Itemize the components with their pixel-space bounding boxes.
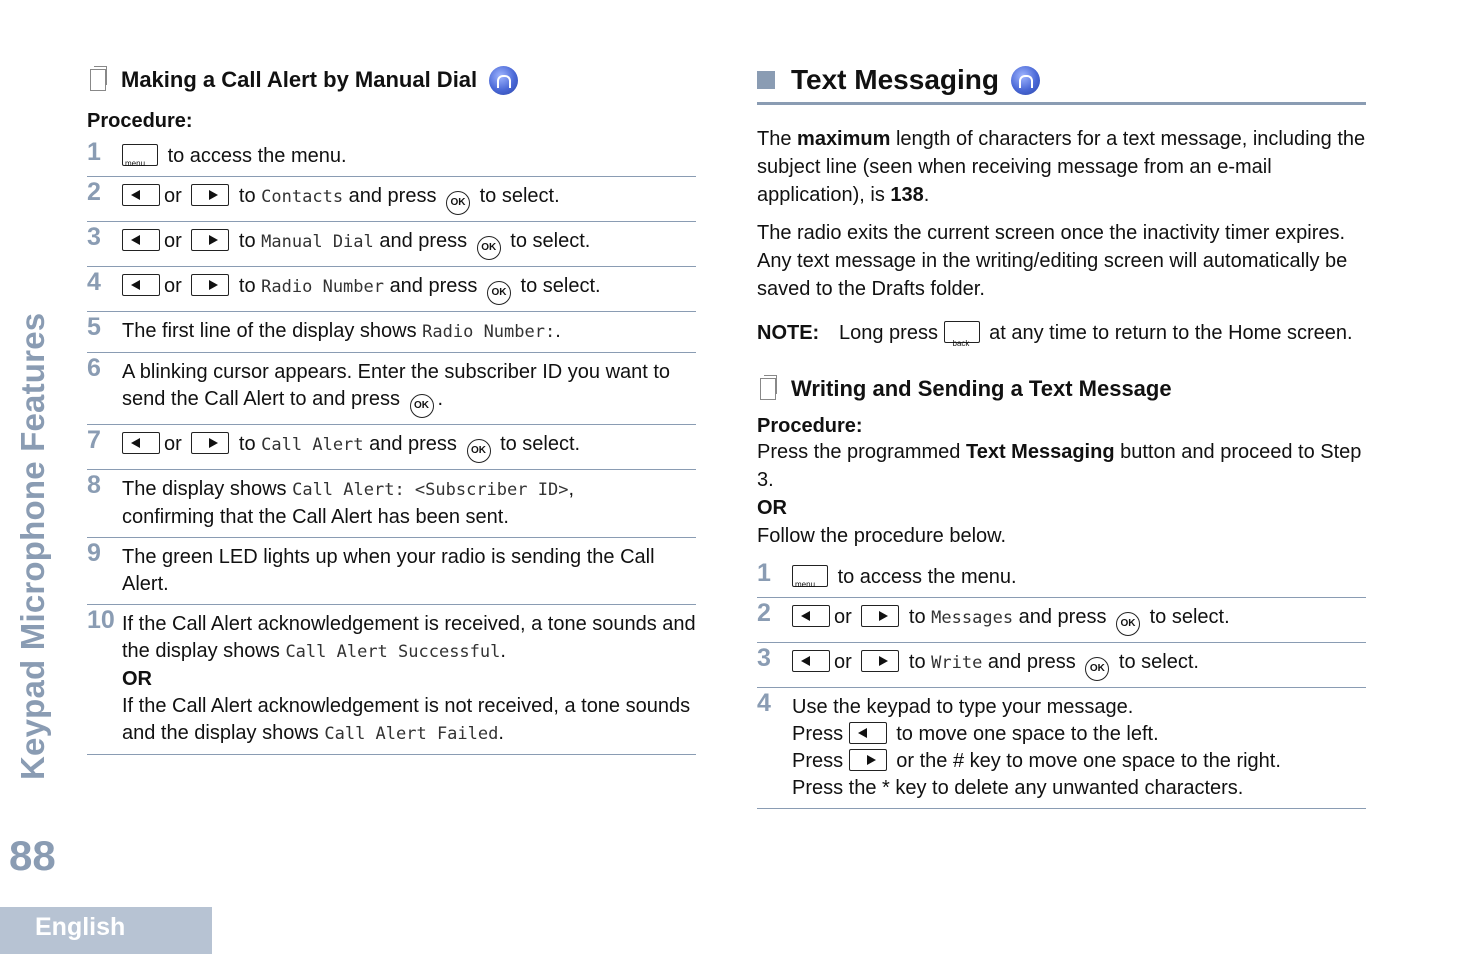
step-2 (87, 177, 696, 222)
or-text: or (834, 606, 852, 628)
step-number: 2 (87, 178, 101, 206)
or-text: or (834, 651, 852, 673)
step-body (122, 425, 696, 469)
para-text: . (923, 184, 930, 206)
menu-key-icon (792, 565, 828, 587)
page-number: 88 (9, 832, 56, 879)
step-1 (757, 558, 1366, 598)
procedure-label: Procedure: (757, 415, 863, 437)
or-label: OR (122, 668, 152, 690)
left-arrow-key-icon (792, 650, 830, 672)
ok-key-icon: OK (467, 439, 491, 463)
follow-text: Follow the procedure below. (757, 525, 1007, 547)
press-text: and press (987, 651, 1076, 673)
max-length-value: 138 (890, 184, 924, 206)
step-number: 8 (87, 471, 101, 499)
or-label: OR (757, 497, 787, 519)
left-arrow-key-icon (122, 184, 160, 206)
left-arrow-key-icon (792, 605, 830, 627)
step-end-text: to select. (510, 230, 591, 252)
language-label: English (35, 913, 126, 941)
step-body (792, 598, 1366, 642)
step-number: 4 (757, 689, 771, 717)
right-arrow-key-icon (191, 229, 229, 251)
step-number: 5 (87, 313, 101, 341)
or-text: or (164, 185, 182, 207)
to-text: to (238, 185, 256, 207)
or-text: or (164, 230, 182, 252)
note-text: Long press (839, 322, 938, 344)
ok-key-icon: OK (477, 236, 501, 260)
press-text: and press (389, 275, 478, 297)
or-text: or (164, 275, 182, 297)
writing-heading-text: Writing and Sending a Text Message (791, 376, 1172, 401)
para-text: length of characters for a text message, including the subject line (seen when receiving message from an e-mail application), is (757, 128, 1366, 206)
step-text: The first line of the display shows (122, 320, 417, 342)
feature-globe-icon (1011, 66, 1040, 95)
note-text: at any time to return to the Home screen. (989, 322, 1353, 344)
step-body (122, 137, 696, 176)
ok-key-icon: OK (487, 281, 511, 305)
press-text: and press (369, 433, 457, 455)
step-text: Use the keypad to type your message. (792, 696, 1134, 718)
step-end-text: to select. (479, 185, 560, 207)
step-10 (87, 605, 696, 755)
document-icon (87, 67, 109, 93)
feature-globe-icon (489, 66, 518, 95)
step-5 (87, 312, 696, 353)
menu-key-icon (122, 144, 158, 166)
press-text: and press (348, 185, 437, 207)
step-text: The display shows (122, 478, 287, 500)
step-number: 7 (87, 426, 101, 454)
step-body (122, 222, 696, 266)
display-text-alt: Call Alert Failed (324, 724, 499, 744)
press-text: and press (1018, 606, 1107, 628)
ok-key-icon: OK (410, 394, 434, 418)
to-text: to (908, 651, 926, 673)
language-bar (0, 907, 212, 954)
writing-heading (757, 371, 1366, 407)
step-text: to access the menu. (167, 145, 347, 167)
step-number: 6 (87, 354, 101, 382)
step-body (122, 312, 696, 352)
step-4 (87, 267, 696, 312)
display-text: Call Alert: <Subscriber ID> (292, 480, 569, 500)
step-text: to access the menu. (837, 566, 1017, 588)
step-end-text: , (568, 478, 574, 500)
step-body (122, 353, 696, 424)
press-text: Press (792, 750, 844, 772)
to-text: to (908, 606, 926, 628)
step-1 (87, 137, 696, 177)
step-number: 3 (87, 223, 101, 251)
max-length-paragraph (757, 125, 1366, 209)
to-text: to (238, 275, 256, 297)
writing-steps (757, 558, 1366, 809)
display-text: Call Alert Successful (285, 642, 501, 662)
or-text: or (164, 433, 182, 455)
left-arrow-key-icon (122, 229, 160, 251)
press-text: Press (792, 723, 844, 745)
left-move-text: to move one space to the left. (896, 723, 1159, 745)
heading-rule (757, 102, 1366, 105)
document-icon (757, 376, 779, 402)
display-text: Radio Number (261, 277, 384, 297)
note-label: NOTE: (757, 322, 820, 344)
step-end-text: . (555, 320, 561, 342)
step-number: 4 (87, 268, 101, 296)
step-body (122, 605, 696, 754)
step-end-text: to select. (1118, 651, 1199, 673)
to-text: to (238, 230, 256, 252)
step-end-text: . (437, 388, 444, 410)
step-body (122, 177, 696, 221)
right-arrow-key-icon (849, 749, 887, 771)
step-text-line2: confirming that the Call Alert has been sent. (122, 506, 509, 528)
right-arrow-key-icon (861, 605, 899, 627)
display-text: Contacts (261, 187, 344, 207)
step-text-alt: If the Call Alert acknowledgement is not received, a tone sounds and the display shows (122, 695, 691, 744)
button-name: Text Messaging (965, 441, 1115, 463)
call-alert-heading (87, 62, 696, 98)
procedure-text (757, 438, 1366, 494)
para-text: The (757, 128, 792, 150)
step-number: 1 (757, 559, 771, 587)
step-4 (757, 688, 1366, 809)
right-arrow-key-icon (191, 274, 229, 296)
step-6 (87, 353, 696, 425)
step-8 (87, 470, 696, 538)
step-body (122, 470, 696, 537)
note-body (839, 319, 1353, 347)
step-3 (757, 643, 1366, 688)
step-body (122, 267, 696, 311)
left-column (87, 62, 696, 755)
text-messaging-heading-text: Text Messaging (791, 64, 999, 95)
step-text: If the Call Alert acknowledgement is received, a tone sounds and the display shows (122, 613, 696, 662)
display-text: Messages (931, 608, 1014, 628)
section-square-icon (757, 71, 775, 89)
step-end-text-alt: . (498, 722, 504, 744)
step-3 (87, 222, 696, 267)
step-text: The green LED lights up when your radio is sending the Call Alert. (122, 546, 655, 595)
step-7 (87, 425, 696, 470)
press-text: and press (379, 230, 468, 252)
step-number: 3 (757, 644, 771, 672)
ok-key-icon: OK (1116, 612, 1140, 636)
ok-key-icon: OK (1085, 657, 1109, 681)
text-messaging-heading (757, 58, 1366, 102)
right-arrow-key-icon (861, 650, 899, 672)
back-home-key-icon (944, 321, 980, 343)
para-bold: maximum (797, 128, 891, 150)
right-column (757, 58, 1366, 809)
step-body (792, 643, 1366, 687)
procedure-label: Procedure: (87, 110, 193, 132)
step-end-text: . (500, 640, 506, 662)
step-end-text: to select. (520, 275, 601, 297)
step-number: 1 (87, 138, 101, 166)
right-arrow-key-icon (191, 184, 229, 206)
ok-key-icon: OK (446, 191, 470, 215)
step-end-text: to select. (1149, 606, 1230, 628)
step-body (792, 688, 1366, 808)
step-2 (757, 598, 1366, 643)
side-section-title: Keypad Microphone Features (14, 312, 51, 780)
delete-text: Press the * key to delete any unwanted characters. (792, 777, 1244, 799)
para-text: Press the programmed (757, 441, 961, 463)
left-arrow-key-icon (122, 274, 160, 296)
step-9 (87, 538, 696, 605)
display-text: Manual Dial (261, 232, 374, 252)
inactivity-paragraph: The radio exits the current screen once the inactivity timer expires. Any text message in the writing/editing screen will automatically be saved to the Drafts folder. (757, 222, 1348, 300)
step-body (792, 558, 1366, 597)
step-end-text: to select. (500, 433, 581, 455)
step-body (122, 538, 696, 604)
step-number: 9 (87, 539, 101, 567)
display-text: Radio Number: (422, 322, 556, 342)
display-text: Write (931, 653, 983, 673)
to-text: to (238, 433, 256, 455)
call-alert-steps (87, 137, 696, 755)
call-alert-heading-text: Making a Call Alert by Manual Dial (121, 67, 478, 92)
para-text: button and proceed to Step 3. (757, 441, 1362, 491)
step-number: 2 (757, 599, 771, 627)
step-text: A blinking cursor appears. Enter the subscriber ID you want to send the Call Alert to and press (122, 361, 671, 410)
left-arrow-key-icon (122, 432, 160, 454)
right-arrow-key-icon (191, 432, 229, 454)
right-move-text: or the # key to move one space to the right. (896, 750, 1281, 772)
step-number: 10 (87, 606, 115, 634)
note (757, 319, 1366, 347)
left-arrow-key-icon (849, 722, 887, 744)
display-text: Call Alert (261, 435, 364, 455)
